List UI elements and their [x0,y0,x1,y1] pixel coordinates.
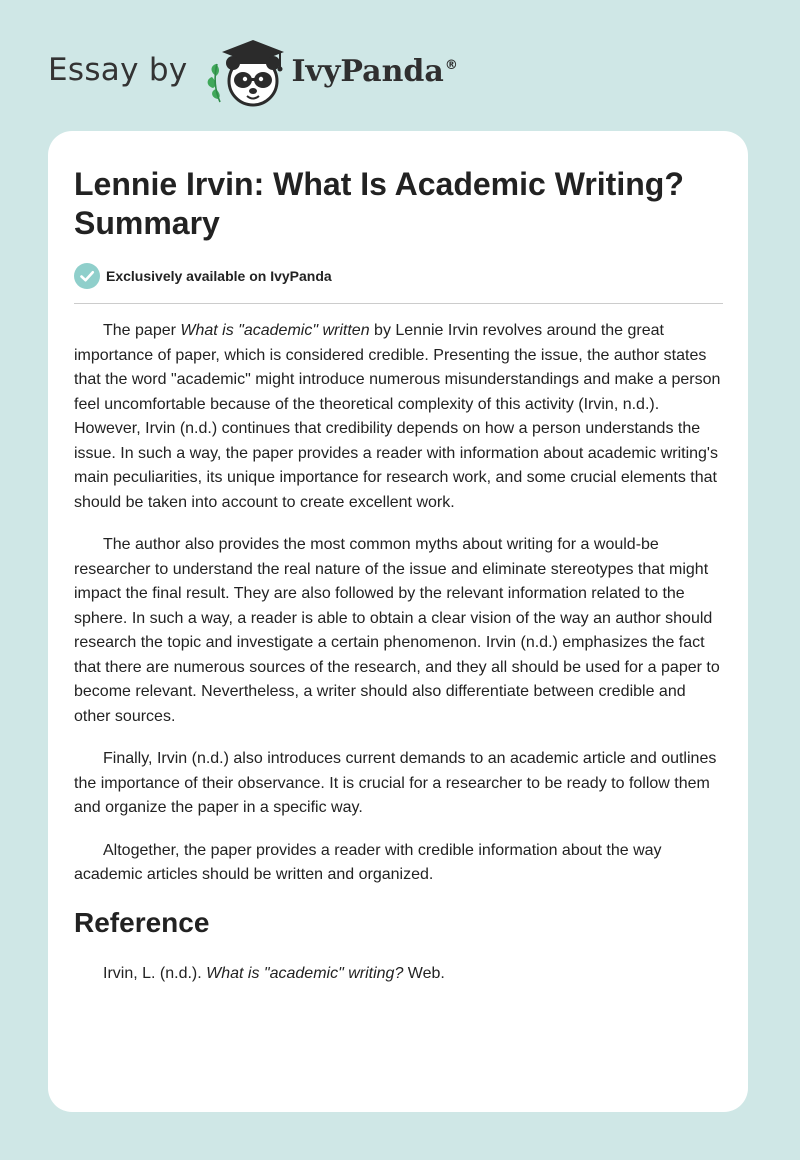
exclusive-badge [74,263,332,289]
exclusive-label: Exclusively available on IvyPanda [106,268,332,284]
panda-graduate-logo-icon [204,36,288,108]
article-card [48,131,748,1112]
registered-mark: ® [444,57,458,73]
paper-title: What is "academic" written [180,322,370,339]
check-circle-icon [74,263,100,289]
brand-prefix: Essay by [48,52,188,88]
paragraph-2: The author also provides the most common myths about writing for a would-be researcher to understand the real nature of the issue and eliminate stereotypes that might impact the final result. They are also followed by the relevant information related to the sphere. In such a way, a reader is able to obtain a clear vision of the way an author should research the topic and investigate a certain phenomenon. Irvin (n.d.) emphasizes the fact that there are numerous sources of the research, and they all should be used for a paper to become relevant. Nevertheless, a writer should also differentiate between credible and other sources. [74,536,720,725]
brand-name: IvyPanda® [291,53,458,89]
paragraph-4: Altogether, the paper provides a reader with credible information about the way academic articles should be written and organized. [74,841,662,883]
article-title: Lennie Irvin: What Is Academic Writing? Summary [74,166,684,241]
reference-title: What is "academic" writing? [206,964,404,982]
paragraph-3: Finally, Irvin (n.d.) also introduces current demands to an academic article and outlines the importance of their observance. It is crucial for a researcher to be ready to follow them and organize the paper in a specific way. [74,750,717,816]
site-brand[interactable] [48,36,458,108]
article-body [74,319,724,986]
paragraph-1: The paper What is "academic" written by Lennie Irvin revolves around the great importance of paper, which is considered credible. Presenting the issue, the author states that the word "academic" might introduce numerous misunderstandings and make a person feel uncomfortable because of the theoretical complexity of this activity (Irvin, n.d.). However, Irvin (n.d.) continues that credibility depends on how a person understands the issue. In such a way, the paper provides a reader with information about academic writing's main peculiarities, its unique importance for research work, and some crucial elements that should be taken into account to create excellent work. [74,322,721,511]
reference-heading: Reference [74,906,210,938]
reference-entry: Irvin, L. (n.d.). What is "academic" writing? Web. [103,964,445,982]
title-divider [74,303,723,304]
